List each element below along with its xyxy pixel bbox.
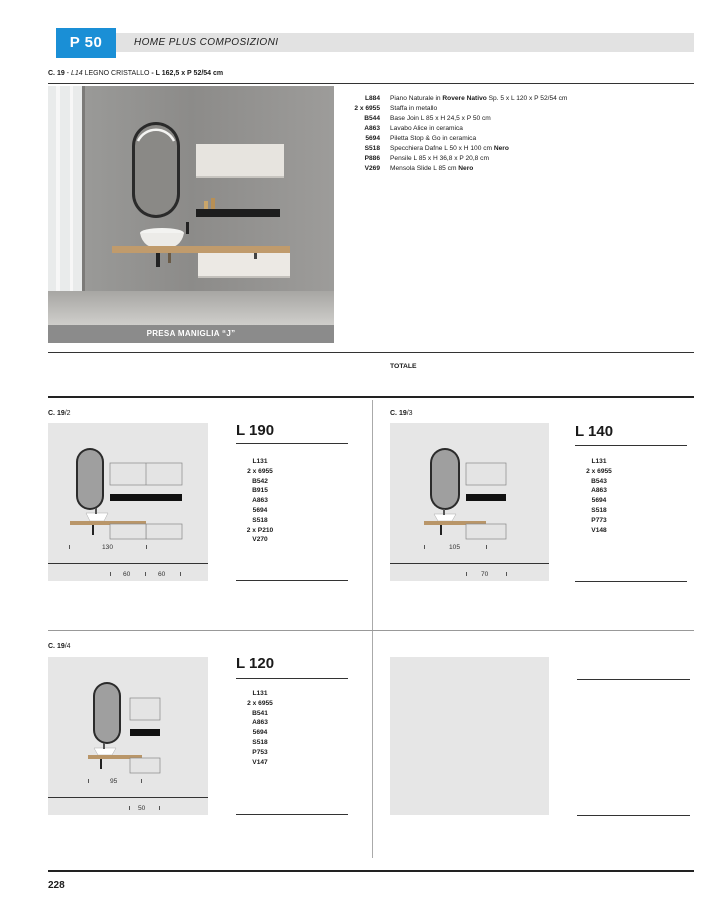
variant-code-item: S518 xyxy=(252,516,268,524)
empty-total-rule xyxy=(577,815,690,816)
variant-3-thumbnail xyxy=(48,657,208,815)
component-desc: Lavabo Alice in ceramica xyxy=(390,125,463,132)
variant-code-item: V270 xyxy=(252,536,268,544)
components-table xyxy=(348,94,567,174)
composition-sep: - xyxy=(64,70,71,77)
variant-code-item: L131 xyxy=(252,690,268,697)
component-row xyxy=(348,134,567,144)
component-code: A863 xyxy=(364,125,380,132)
variant-code-item: 2 x 6955 xyxy=(586,467,612,475)
component-desc: Piano Naturale in Rovere Nativo Sp. 5 x L 120 x P 52/54 cm xyxy=(390,95,568,102)
variant-code-item: 2 x 6955 xyxy=(247,467,273,475)
component-code: 5694 xyxy=(365,135,380,142)
variant-2-codes xyxy=(575,457,623,535)
variant-code-item: B915 xyxy=(252,487,268,495)
variant-1-ref: C. 19/2 xyxy=(48,410,71,417)
page-badge: P 50 xyxy=(56,28,116,58)
variant-3-ref: C. 19/4 xyxy=(48,643,71,650)
variant-code-item: 5694 xyxy=(591,497,607,505)
variant-3-total-rule xyxy=(236,814,348,815)
component-code: P886 xyxy=(364,155,380,162)
page-number: 228 xyxy=(48,880,65,891)
variant-code-item: B541 xyxy=(252,709,268,717)
section-rule xyxy=(48,396,694,398)
component-row xyxy=(348,154,567,164)
empty-label-rule xyxy=(577,679,690,680)
composition-dims: - L 162,5 x P 52/54 cm xyxy=(151,70,224,77)
variant-code-item: S518 xyxy=(252,738,268,746)
composition-ref: C. 19 xyxy=(48,70,65,77)
variant-code-item: B543 xyxy=(591,477,607,485)
variant-1-dim-a: 60 xyxy=(123,571,131,578)
header-title: HOME PLUS COMPOSIZIONI xyxy=(134,37,279,48)
variant-1-codes xyxy=(236,457,284,545)
component-row xyxy=(348,124,567,134)
variant-code-item: S518 xyxy=(591,506,607,514)
component-desc: Specchiera Dafne L 50 x H 100 cm Nero xyxy=(390,145,509,152)
variant-1-thumbnail xyxy=(48,423,208,581)
variant-code-item: 2 x P210 xyxy=(246,526,274,534)
variant-1-dim-width: 130 xyxy=(102,544,114,551)
component-code: V269 xyxy=(364,165,380,172)
variant-code-item: V148 xyxy=(591,526,607,534)
component-desc: Staffa in metallo xyxy=(390,105,438,112)
title-rule xyxy=(48,83,694,84)
component-desc: Mensola Slide L 85 cm Nero xyxy=(390,165,474,172)
total-rule xyxy=(48,352,694,353)
footer-rule xyxy=(48,870,694,872)
grid-horizontal-divider xyxy=(48,630,694,631)
variant-1-drawing xyxy=(48,423,208,581)
variant-1-label-rule xyxy=(236,443,348,444)
variant-code-item: 5694 xyxy=(252,506,268,514)
composition-title xyxy=(48,70,223,77)
product-photo xyxy=(48,86,334,325)
variant-1-total-rule xyxy=(236,580,348,581)
variant-code-item: L131 xyxy=(591,458,607,465)
composition-model: L14 xyxy=(70,70,83,77)
variant-code-item: A863 xyxy=(591,487,607,495)
component-code: L884 xyxy=(364,95,380,102)
photo-caption: PRESA MANIGLIA “J” xyxy=(48,325,334,343)
variant-1-label: L 190 xyxy=(236,422,275,439)
variant-code-item: 5694 xyxy=(252,729,268,737)
variant-code-item: L131 xyxy=(252,458,268,465)
variant-3-drawing xyxy=(48,657,208,815)
variant-3-label-rule xyxy=(236,678,348,679)
variant-2-thumbnail xyxy=(390,423,549,581)
variant-2-label: L 140 xyxy=(575,423,614,440)
component-code: 2 x 6955 xyxy=(354,105,380,112)
variant-2-dim-a: 70 xyxy=(481,571,489,578)
empty-thumbnail xyxy=(390,657,549,815)
component-row xyxy=(348,144,567,154)
variant-2-label-rule xyxy=(575,445,687,446)
variant-code-item: P753 xyxy=(252,748,268,756)
variant-1-dim-b: 60 xyxy=(158,571,166,578)
variant-code-item: 2 x 6955 xyxy=(247,699,273,707)
variant-3-codes xyxy=(236,689,284,767)
variant-2-total-rule xyxy=(575,581,687,582)
component-row xyxy=(348,94,567,104)
variant-2-ref: C. 19/3 xyxy=(390,410,413,417)
variant-2-drawing xyxy=(390,423,549,581)
component-code: S518 xyxy=(364,145,380,152)
composition-name: LEGNO CRISTALLO xyxy=(82,70,152,77)
variant-code-item: A863 xyxy=(252,719,268,727)
component-row xyxy=(348,164,567,174)
total-label: TOTALE xyxy=(390,363,417,370)
variant-code-item: V147 xyxy=(252,758,268,766)
variant-2-dim-width: 105 xyxy=(449,544,461,551)
variant-code-item: A863 xyxy=(252,497,268,505)
component-row xyxy=(348,104,567,114)
component-row xyxy=(348,114,567,124)
component-code: B544 xyxy=(364,115,380,122)
component-desc: Base Join L 85 x H 24,5 x P 50 cm xyxy=(390,115,491,122)
variant-code-item: P773 xyxy=(591,516,607,524)
variant-3-dim-a: 50 xyxy=(138,805,146,812)
variant-code-item: B542 xyxy=(252,477,268,485)
variant-3-dim-width: 95 xyxy=(110,778,118,785)
bathroom-photo-illustration xyxy=(48,86,334,325)
component-desc: Piletta Stop & Go in ceramica xyxy=(390,135,477,142)
component-desc: Pensile L 85 x H 36,8 x P 20,8 cm xyxy=(390,155,489,162)
grid-vertical-divider xyxy=(372,400,373,858)
variant-3-label: L 120 xyxy=(236,655,275,672)
